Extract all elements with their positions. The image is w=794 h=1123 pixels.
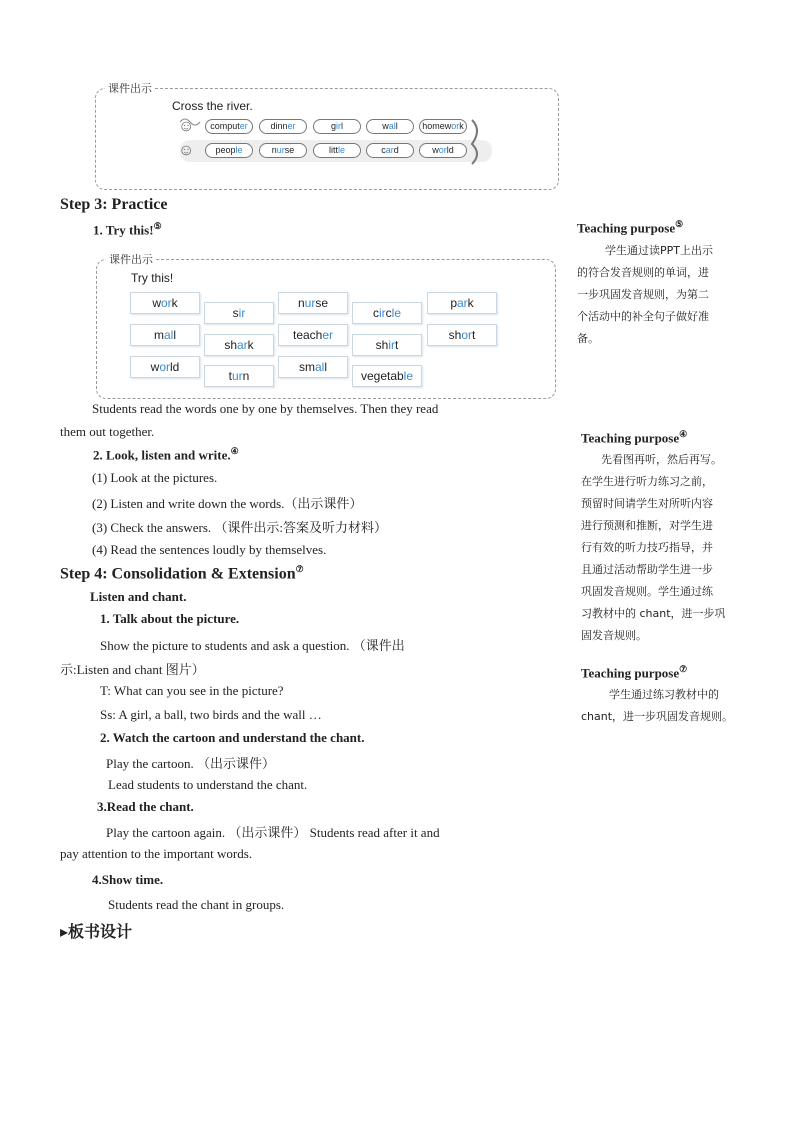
courseware-tag: 课件出示 (106, 251, 156, 267)
child-icon: ☺ (178, 118, 195, 135)
step3-sub1: (1) Look at the pictures. (92, 470, 218, 485)
step3-sub3: (3) Check the answers. （课件出示:答案及听力材料） (92, 520, 387, 535)
word-card-park: park (427, 292, 497, 314)
step3-paragraph-line2: them out together. (60, 424, 155, 439)
teaching-purpose-4-text: 先看图再听，然后再写。 在学生进行听力练习之前， 预留时间请学生对所听内容 进行预测和推断，对学生进 行有效的听力技巧指导，并 且通过活动帮助学生进一步 巩固发音规则。学生通过练 习教材中的 chant，进一步巩 固发音规则。 (581, 453, 726, 642)
step3-paragraph-line1: Students read the words one by one by themselves. Then they read (92, 401, 439, 416)
step4-show-line1: Show the picture to students and ask a question. （课件出 (100, 638, 405, 653)
teaching-purpose-4-title: Teaching purpose④ (581, 429, 688, 446)
step3-sub4: (4) Read the sentences loudly by themselves. (92, 542, 327, 557)
step4-heading: Step 4: Consolidation & Extension⑦ (60, 564, 304, 583)
word-card-nurse: nurse (278, 292, 348, 314)
word-card-vegetable: vegetable (352, 365, 422, 387)
word-pill-homework: homework (419, 119, 467, 134)
read-in-groups: Students read the chant in groups. (108, 897, 285, 912)
word-pill-people: people (205, 143, 253, 158)
try-this-title: Try this! (131, 271, 174, 285)
word-pill-girl: girl (313, 119, 361, 134)
child-icon: ☺ (178, 142, 195, 159)
step3-item1: 1. Try this!⑤ (93, 221, 162, 238)
word-card-turn: turn (204, 365, 274, 387)
word-card-short: short (427, 324, 497, 346)
word-pill-computer: computer (205, 119, 253, 134)
play-cartoon: Play the cartoon. （出示课件） (106, 756, 275, 771)
teaching-purpose-7-title: Teaching purpose⑦ (581, 664, 688, 681)
teaching-purpose-7-text: 学生通过练习教材中的 chant，进一步巩固发音规则。 (581, 688, 734, 723)
lead-students: Lead students to understand the chant. (108, 777, 308, 792)
word-card-circle: circle (352, 302, 422, 324)
cross-river-title: Cross the river. (172, 99, 253, 113)
word-pill-dinner: dinner (259, 119, 307, 134)
students-answer: Ss: A girl, a ball, two birds and the wall … (100, 707, 322, 722)
step4-show-line2: 示:Listen and chant 图片） (60, 662, 205, 677)
word-card-mall: mall (130, 324, 200, 346)
board-design-heading: ▸板书设计 (60, 922, 133, 941)
teaching-purpose-5-text: 学生通过读PPT上出示 的符合发音规则的单词，进 一步巩固发音规则，为第二 个活动中的补全句子做好准 备。 (577, 244, 713, 345)
word-pill-card: card (366, 143, 414, 158)
listen-and-chant: Listen and chant. (90, 589, 187, 604)
word-card-shirt: shirt (352, 334, 422, 356)
courseware-tag: 课件出示 (105, 80, 155, 96)
word-card-world: world (130, 356, 200, 378)
word-card-small: small (278, 356, 348, 378)
word-pill-world: world (419, 143, 467, 158)
step3-sub2: (2) Listen and write down the words.（出示课件） (92, 496, 363, 511)
step3-heading: Step 3: Practice (60, 196, 168, 213)
teacher-question: T: What can you see in the picture? (100, 683, 284, 698)
word-card-teacher: teacher (278, 324, 348, 346)
word-card-sir: sir (204, 302, 274, 324)
teaching-purpose-5-title: Teaching purpose⑤ (577, 219, 684, 236)
play-again-line1: Play the cartoon again. （出示课件） Students read after it and (106, 825, 440, 840)
word-pill-little: little (313, 143, 361, 158)
word-card-work: work (130, 292, 200, 314)
word-card-shark: shark (204, 334, 274, 356)
step4-item4: 4.Show time. (92, 872, 164, 887)
step4-item2: 2. Watch the cartoon and understand the chant. (100, 730, 365, 745)
step4-item3: 3.Read the chant. (97, 799, 194, 814)
step3-item2: 2. Look, listen and write.④ (93, 446, 239, 463)
word-pill-nurse: nurse (259, 143, 307, 158)
play-again-line2: pay attention to the important words. (60, 846, 253, 861)
word-pill-wall: wall (366, 119, 414, 134)
step4-item1: 1. Talk about the picture. (100, 611, 240, 626)
